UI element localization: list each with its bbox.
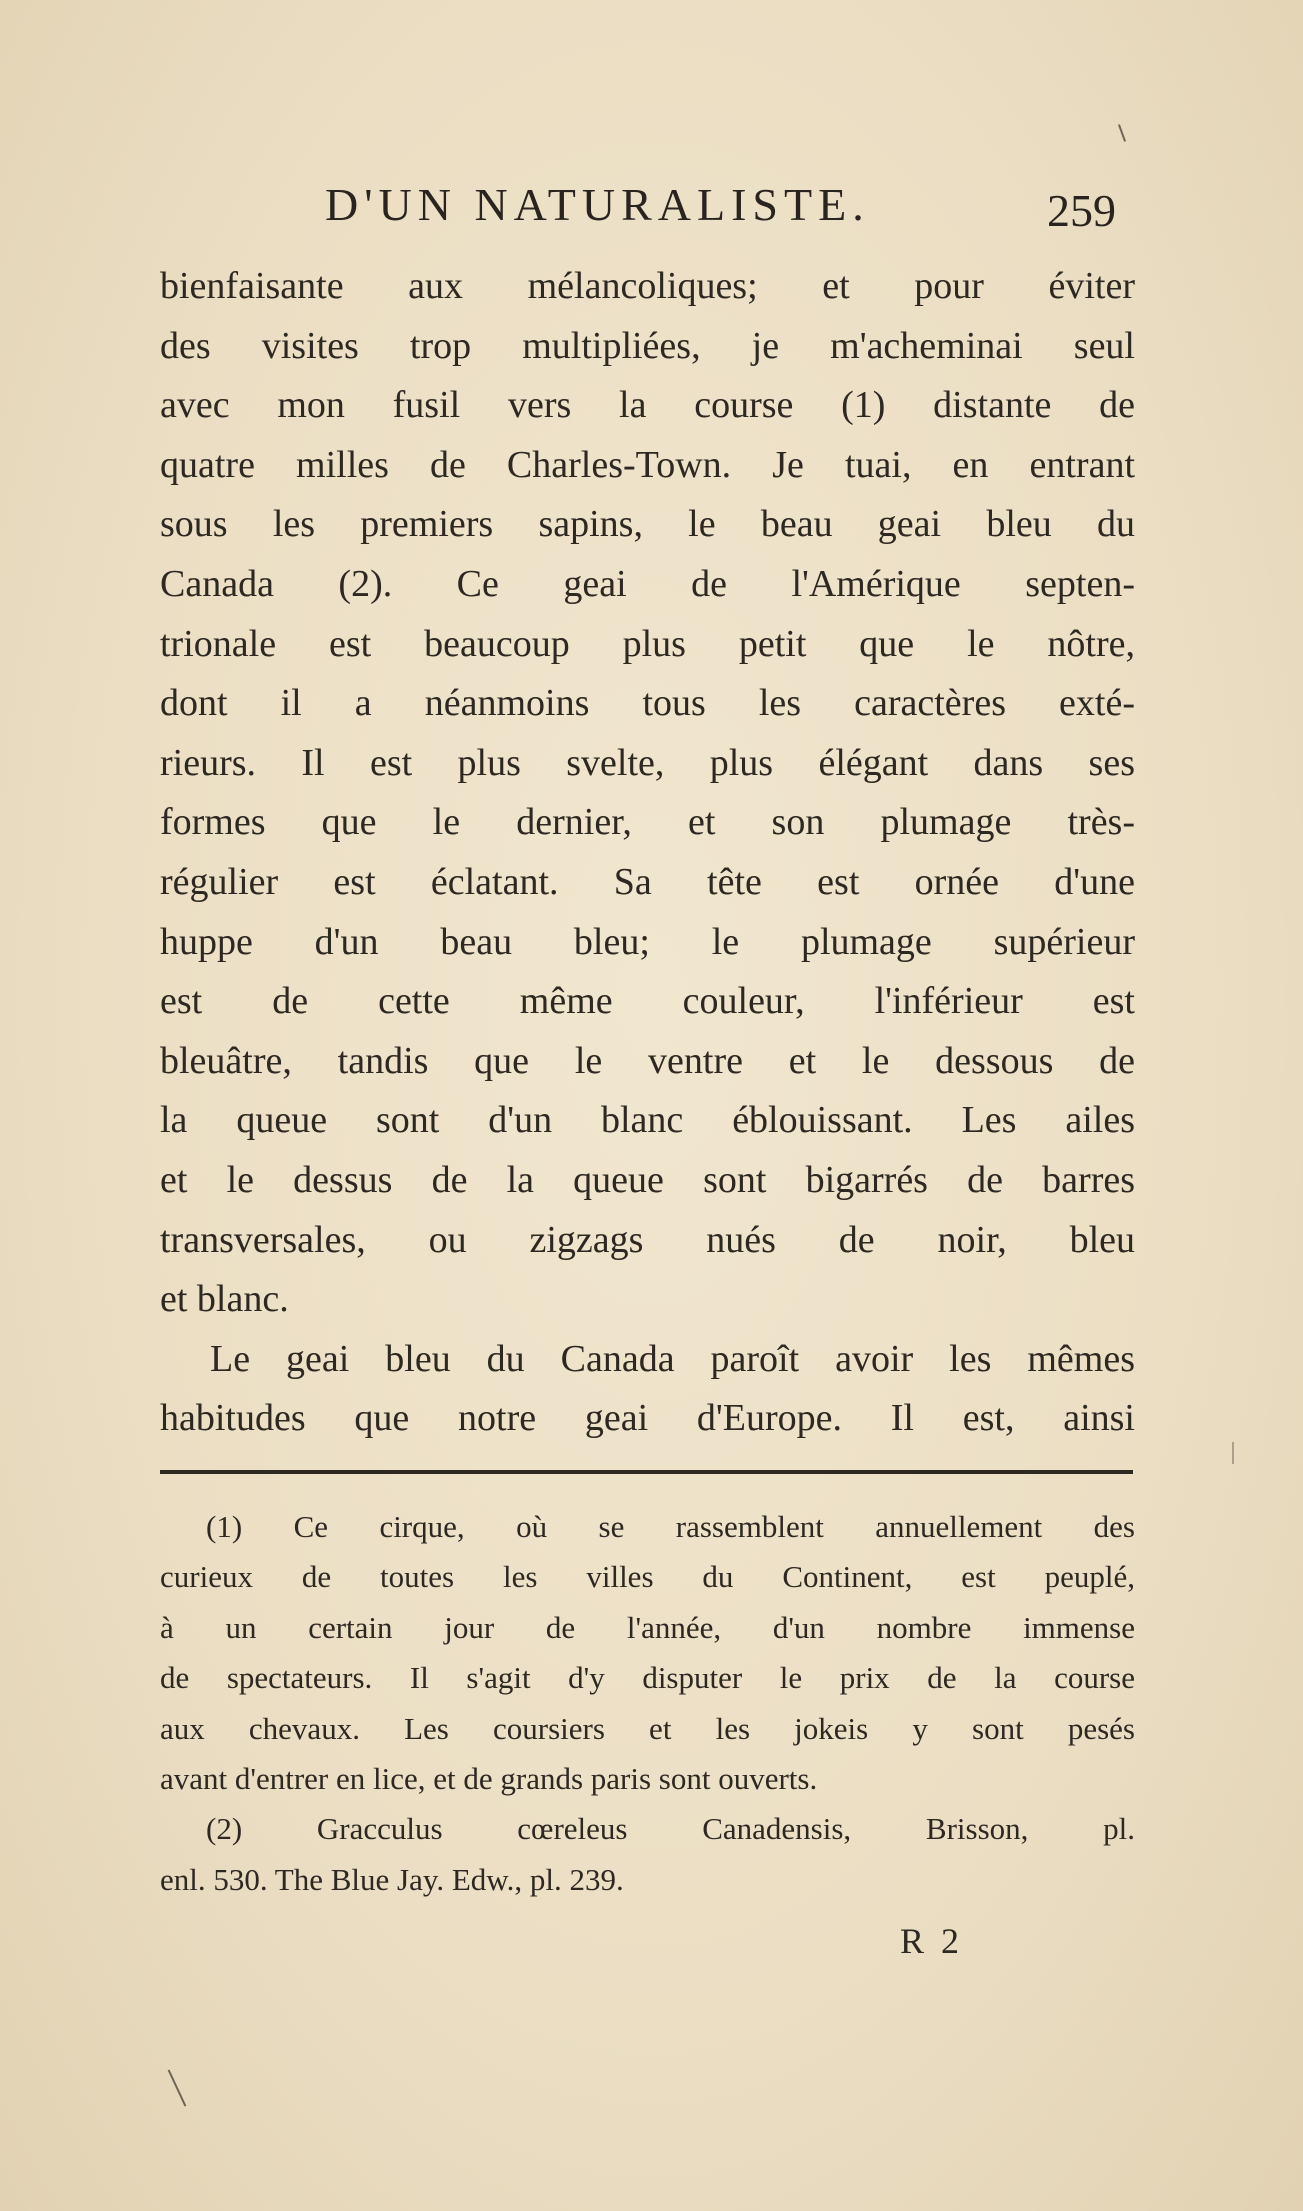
footnotes [160, 1502, 1135, 1905]
text-line: et le dessus de la queue sont bigarrés de barres [160, 1158, 1135, 1201]
text-line: la queue sont d'un blanc éblouissant. Les ailes [160, 1099, 1135, 1142]
text-line: trionale est beaucoup plus petit que le nôtre, [160, 622, 1135, 665]
footnote-line: avant d'entrer en lice, et de grands paris sont ouverts. [160, 1760, 818, 1796]
page-number: 259 [1047, 185, 1116, 236]
text-line: bleuâtre, tandis que le ventre et le dessous de [160, 1039, 1135, 1082]
footnote-line: (1) Ce cirque, où se rassemblent annuellement des [206, 1509, 1135, 1544]
footnote-line: (2) Gracculus cœreleus Canadensis, Brisson, pl. [206, 1811, 1135, 1847]
text-line: avec mon fusil vers la course (1) distante de [160, 384, 1135, 427]
footnote-line: enl. 530. The Blue Jay. Edw., pl. 239. [160, 1861, 624, 1897]
text-line: Canada (2). Ce geai de l'Amérique septen- [160, 562, 1135, 605]
text-line: habitudes que notre geai d'Europe. Il est, ainsi [160, 1397, 1135, 1440]
signature-mark: R 2 [900, 1921, 964, 1961]
text-line: quatre milles de Charles-Town. Je tuai, en entrant [160, 443, 1135, 486]
text-line: rieurs. Il est plus svelte, plus élégant dans ses [160, 741, 1135, 784]
page-header [160, 178, 1160, 248]
text-line: dont il a néanmoins tous les caractères exté- [160, 682, 1135, 725]
footnote-line: curieux de toutes les villes du Continent, est peuplé, [160, 1559, 1135, 1595]
footnote-line: de spectateurs. Il s'agit d'y disputer le prix de la course [160, 1660, 1135, 1696]
text-line: huppe d'un beau bleu; le plumage supérieur [160, 920, 1135, 963]
text-line: et blanc. [160, 1278, 289, 1321]
running-head: D'UN NATURALISTE. [325, 179, 870, 230]
stray-mark [1232, 1442, 1234, 1464]
text-line: des visites trop multipliées, je m'acheminai seul [160, 324, 1135, 367]
text-line: est de cette même couleur, l'inférieur est [160, 980, 1135, 1023]
footnote-line: aux chevaux. Les coursiers et les jokeis y sont pesés [160, 1710, 1135, 1746]
footnote-line: à un certain jour de l'année, d'un nombre immense [160, 1609, 1135, 1645]
footnote-rule [160, 1470, 1133, 1474]
stray-mark [168, 2069, 187, 2106]
body-text [160, 257, 1135, 1449]
text-line: transversales, ou zigzags nués de noir, bleu [160, 1218, 1135, 1261]
text-line: Le geai bleu du Canada paroît avoir les mêmes [210, 1337, 1135, 1380]
text-line: bienfaisante aux mélancoliques; et pour éviter [160, 265, 1135, 307]
text-line: formes que le dernier, et son plumage très- [160, 801, 1135, 844]
stray-mark [1118, 124, 1126, 142]
text-line: régulier est éclatant. Sa tête est ornée d'une [160, 860, 1135, 903]
text-line: sous les premiers sapins, le beau geai bleu du [160, 503, 1135, 546]
